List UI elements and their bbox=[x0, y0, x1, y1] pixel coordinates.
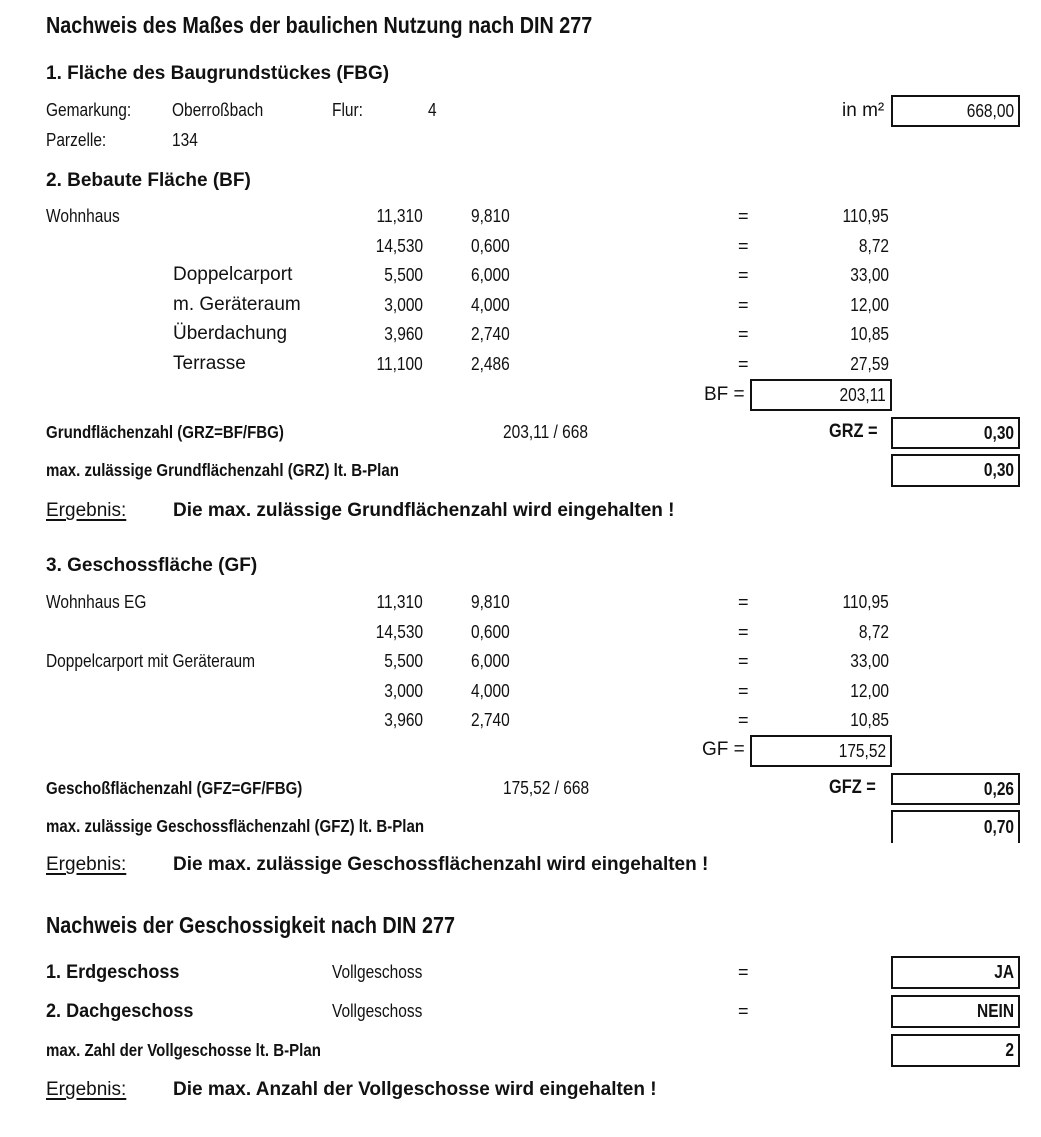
gfz-eq-label: GFZ = bbox=[829, 777, 876, 798]
grz-label: Grundflächenzahl (GRZ=BF/FBG) bbox=[46, 422, 284, 442]
section-3-heading: 3. Geschossfläche (GF) bbox=[46, 555, 258, 576]
geschossigkeit-result-label: Ergebnis: bbox=[46, 1079, 127, 1100]
row-sublabel: Doppelcarport bbox=[173, 264, 293, 285]
row-equals: = bbox=[738, 710, 749, 730]
row-label: Wohnhaus EG bbox=[46, 592, 147, 612]
gfz-max-label: max. zulässige Geschossflächenzahl (GFZ) lt. B-Plan bbox=[46, 816, 425, 836]
row-length: 11,310 bbox=[376, 592, 423, 612]
row-length: 11,310 bbox=[376, 206, 423, 226]
row-length: 11,100 bbox=[376, 353, 423, 374]
erdgeschoss-label: 1. Erdgeschoss bbox=[46, 962, 180, 983]
flur-value: 4 bbox=[428, 100, 437, 120]
parzelle-value: 134 bbox=[172, 130, 198, 150]
flur-label: Flur: bbox=[332, 100, 363, 120]
gfz-value-box: 0,26 bbox=[891, 773, 1020, 805]
grz-max-label: max. zulässige Grundflächenzahl (GRZ) lt. B-Plan bbox=[46, 460, 399, 480]
gfz-max-value-box: 0,70 bbox=[891, 810, 1020, 843]
gf-total-box: 175,52 bbox=[750, 735, 892, 767]
row-equals: = bbox=[738, 294, 749, 315]
row-width: 6,000 bbox=[471, 651, 510, 671]
row-equals: = bbox=[738, 353, 749, 374]
row-equals: = bbox=[738, 592, 749, 612]
row-equals: = bbox=[738, 651, 749, 671]
dachgeschoss-type: Vollgeschoss bbox=[332, 1001, 423, 1021]
row-equals: = bbox=[738, 206, 749, 226]
row-width: 0,600 bbox=[471, 235, 510, 256]
row-length: 5,500 bbox=[384, 651, 423, 671]
row-width: 2,740 bbox=[471, 324, 510, 344]
row-result: 12,00 bbox=[850, 680, 889, 701]
row-result: 8,72 bbox=[858, 235, 889, 256]
erdgeschoss-value-box: JA bbox=[891, 956, 1020, 989]
row-label: Doppelcarport mit Geräteraum bbox=[46, 651, 256, 671]
row-length: 3,000 bbox=[384, 294, 423, 315]
row-label: Wohnhaus bbox=[46, 206, 120, 226]
row-result: 12,00 bbox=[850, 294, 889, 315]
row-width: 2,486 bbox=[471, 353, 510, 374]
grz-formula: 203,11 / 668 bbox=[503, 422, 588, 442]
row-sublabel: Überdachung bbox=[173, 323, 288, 344]
row-result: 110,95 bbox=[842, 206, 889, 226]
row-equals: = bbox=[738, 265, 749, 285]
grz-result-text: Die max. zulässige Grundflächenzahl wird eingehalten ! bbox=[173, 500, 675, 521]
row-result: 33,00 bbox=[850, 651, 889, 671]
bf-total-label: BF = bbox=[704, 384, 745, 405]
row-width: 9,810 bbox=[471, 206, 510, 226]
erdgeschoss-eq: = bbox=[738, 962, 749, 982]
row-width: 4,000 bbox=[471, 680, 510, 701]
gemarkung-value: Oberroßbach bbox=[172, 100, 264, 120]
erdgeschoss-type: Vollgeschoss bbox=[332, 962, 423, 982]
gemarkung-label: Gemarkung: bbox=[46, 100, 132, 120]
row-length: 3,960 bbox=[384, 710, 423, 730]
section-2-heading: 2. Bebaute Fläche (BF) bbox=[46, 170, 251, 191]
grz-result-label: Ergebnis: bbox=[46, 500, 127, 521]
gfz-label: Geschoßflächenzahl (GFZ=GF/FBG) bbox=[46, 778, 303, 798]
unit-label: in m² bbox=[842, 100, 885, 121]
gfz-formula: 175,52 / 668 bbox=[503, 778, 590, 798]
parzelle-label: Parzelle: bbox=[46, 130, 107, 150]
row-sublabel: Terrasse bbox=[173, 352, 246, 374]
geschossigkeit-result-text: Die max. Anzahl der Vollgeschosse wird eingehalten ! bbox=[173, 1079, 657, 1100]
vollgeschosse-max-label: max. Zahl der Vollgeschosse lt. B-Plan bbox=[46, 1040, 321, 1060]
row-equals: = bbox=[738, 235, 749, 256]
row-equals: = bbox=[738, 324, 749, 344]
bf-total-box: 203,11 bbox=[750, 379, 892, 411]
grz-eq-label: GRZ = bbox=[829, 421, 878, 442]
row-width: 0,600 bbox=[471, 621, 510, 642]
row-length: 3,000 bbox=[384, 680, 423, 701]
row-result: 10,85 bbox=[850, 324, 889, 344]
row-result: 27,59 bbox=[850, 353, 889, 374]
row-length: 5,500 bbox=[384, 265, 423, 285]
row-length: 3,960 bbox=[384, 324, 423, 344]
fbg-value-box: 668,00 bbox=[891, 95, 1020, 127]
row-width: 4,000 bbox=[471, 294, 510, 315]
row-result: 110,95 bbox=[842, 592, 889, 612]
dachgeschoss-label: 2. Dachgeschoss bbox=[46, 1001, 194, 1022]
geschossigkeit-heading: Nachweis der Geschossigkeit nach DIN 277 bbox=[46, 912, 455, 938]
row-length: 14,530 bbox=[375, 235, 423, 256]
row-result: 33,00 bbox=[850, 265, 889, 285]
dachgeschoss-value-box: NEIN bbox=[891, 995, 1020, 1028]
gfz-result-label: Ergebnis: bbox=[46, 854, 127, 875]
row-length: 14,530 bbox=[375, 621, 423, 642]
vollgeschosse-max-value-box: 2 bbox=[891, 1034, 1020, 1067]
row-result: 8,72 bbox=[858, 621, 889, 642]
dachgeschoss-eq: = bbox=[738, 1001, 749, 1021]
row-width: 6,000 bbox=[471, 265, 510, 285]
section-1-heading: 1. Fläche des Baugrundstückes (FBG) bbox=[46, 63, 390, 84]
row-width: 9,810 bbox=[471, 592, 510, 612]
grz-value-box: 0,30 bbox=[891, 417, 1020, 449]
row-sublabel: m. Geräteraum bbox=[173, 293, 301, 315]
row-equals: = bbox=[738, 680, 749, 701]
gfz-result-text: Die max. zulässige Geschossflächenzahl wird eingehalten ! bbox=[173, 854, 709, 875]
document-title: Nachweis des Maßes der baulichen Nutzung nach DIN 277 bbox=[46, 12, 593, 38]
row-width: 2,740 bbox=[471, 710, 510, 730]
gf-total-label: GF = bbox=[702, 739, 745, 760]
row-result: 10,85 bbox=[850, 710, 889, 730]
row-equals: = bbox=[738, 621, 749, 642]
grz-max-value-box: 0,30 bbox=[891, 454, 1020, 487]
